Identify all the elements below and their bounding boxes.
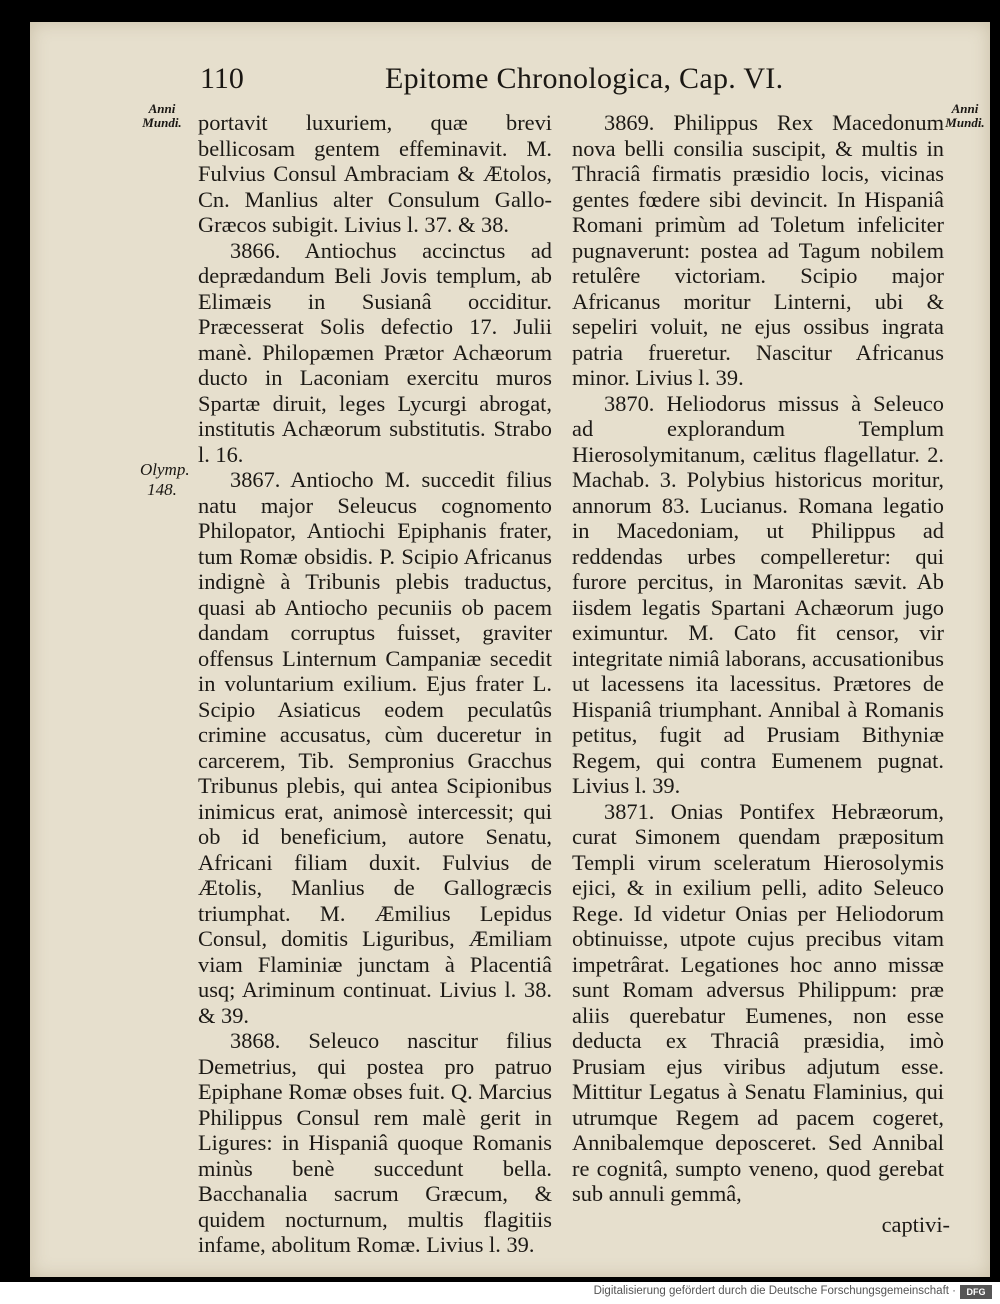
page-header <box>30 62 990 102</box>
paragraph-3870: 3870. Heliodorus missus à Seleuco ad explorandum Templum Hierosolymitanum, cælitus flagellatur. 2. Machab. 3. Polybius historicus moritur, annorum 83. Lucianus. Romana legatio in Macedoniam, ut Philippus ad reddendas urbes compelleretur: qui furore percitus, in Maronitas sævit. Ab iisdem legatis Spartani Achæorum jugo eximuntur. M. Cato fit censor, vir integritate nimiâ laborans, accusationibus ut lacessens ita lacessitus. Prætores de Hispaniâ triumphant. Annibal à Romanis petitus, fugit ad Prusiam Bithyniæ Regem, qui contra Eumenem pugnat. Livius l. 39. <box>572 390 944 798</box>
paragraph-3868: 3868. Seleuco nascitur filius Demetrius, qui postea pro patruo Epiphane Romæ obses fuit. Q. Marcius Philippus Consul rem malè gerit in Ligures: in Hispaniâ quoque Romanis minùs benè succedunt bella. Bacchanalia sacrum Græcum, & quidem nocturnum, multis flagitiis infame, abolitum Romæ. Livius l. 39. <box>198 1028 552 1257</box>
paragraph-3866: 3866. Antiochus accinctus ad deprædandum Beli Jovis templum, ab Elimæis in Susianâ occiditur. Præcesserat Solis defectio 17. Julii manè. Philopæmen Prætor Achæorum ducto in Laconiam exercitu muros Spartæ diruit, leges Lycurgi abrogat, institutis Achæorum substitutis. Strabo l. 16. <box>198 237 552 467</box>
dfg-logo: DFG <box>960 1285 992 1299</box>
book-page <box>30 22 990 1277</box>
margin-note-olympiad: Olymp. 148. <box>140 460 190 499</box>
running-title: Epitome Chronologica, Cap. VI. <box>385 62 784 95</box>
paragraph-3869: 3869. Philippus Rex Macedonum nova belli consilia suscipit, & multis in Thraciâ firmatis præsidio locis, vicinas gentes fœdere sibi devincit. In Hispaniâ Romani primùm ad Toletum infeliciter pugnaverunt: postea ad Tagum nobilem retulêre victoriam. Scipio major Africanus moritur Linterni, ubi & sepeliri voluit, ne ejus ossibus ingrata patria frueretur. Nascitur Africanus minor. Livius l. 39. <box>572 110 944 390</box>
funding-credit: Digitalisierung gefördert durch die Deutsche Forschungsgemeinschaft · <box>593 1285 956 1297</box>
margin-note-anni-mundi-left: Anni Mundi. <box>142 101 182 130</box>
digitization-footer <box>0 1282 1000 1304</box>
paragraph-continued: portavit luxuriem, quæ brevi bellicosam gentem effeminavit. M. Fulvius Consul Ambraciam & Ætolos, Cn. Manlius alter Consulum Gallo-Græcos subigit. Livius l. 37. & 38. <box>198 110 552 237</box>
margin-note-anni-mundi-right: Anni Mundi. <box>945 101 985 130</box>
right-column <box>572 110 944 1207</box>
catchword: captivi- <box>881 1212 950 1237</box>
paragraph-3867: 3867. Antiocho M. succedit filius natu major Seleucus cognomento Philopator, Antiochi Epiphanis frater, tum Romæ obsidis. P. Scipio Africanus indignè à Tribunis plebis traductus, quasi ab Antiocho pecuniis ob pacem dandam corruptus fuisset, graviter offensus Linternum Campaniæ secedit in voluntarium exilium. Ejus frater L. Scipio Asiaticus eodem peculatûs crimine accusatus, cùm duceretur in carcerem, Tib. Sempronius Gracchus Tribunus plebis, qui antea Scipionibus inimicus erat, animosè intercessit; qui ob id beneficium, autore Senatu, Africani filiam duxit. Fulvius de Ætolis, Manlius de Gallogræcis triumphat. M. Æmilius Lepidus Consul, domitis Liguribus, Æmiliam viam Flaminiæ junctam à Placentiâ usq; Ariminum continuat. Livius l. 38. & 39. <box>198 467 552 1028</box>
paragraph-3871: 3871. Onias Pontifex Hebræorum, curat Simonem quendam præpositum Templi virum sceleratum Hierosolymis ejici, & in exilium pelli, adito Seleuco Rege. Id videtur Onias per Heliodorum obtinuisse, utpote cujus precibus vitam impetrârat. Legationes hoc anno missæ sunt Romam adversus Philippum: præ aliis querebatur Eumenes, non esse deducta ex Thraciâ præsidia, imò Prusiam ejus viribus adjutum esse. Mittitur Legatus à Senatu Flaminius, qui utrumque Regem ad pacem cogeret, Annibalemque deposceret. Sed Annibal re cognitâ, sumpto veneno, quod gerebat sub annuli gemmâ, <box>572 798 944 1206</box>
page-number: 110 <box>200 62 244 95</box>
left-column <box>198 110 552 1258</box>
